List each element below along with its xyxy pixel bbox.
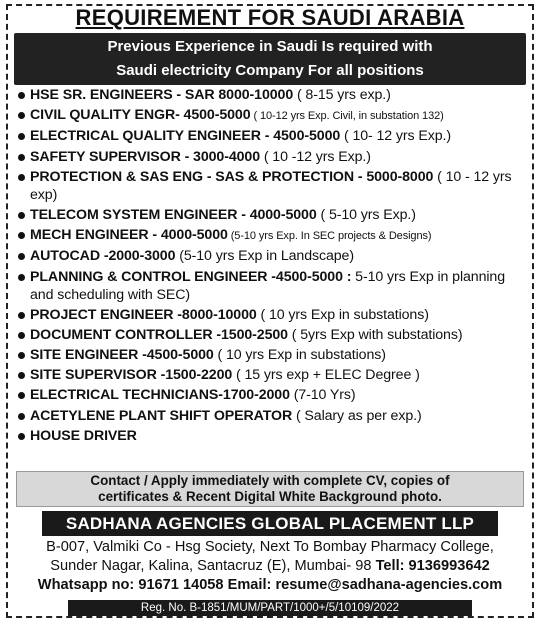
position-title: SITE SUPERVISOR -1500-2200 bbox=[30, 367, 233, 384]
ad-title: REQUIREMENT FOR SAUDI ARABIA bbox=[75, 5, 465, 30]
position-detail: ( 10- 12 yrs Exp.) bbox=[340, 128, 452, 145]
position-detail: ( 8-15 yrs exp.) bbox=[293, 87, 391, 103]
position-title: ACETYLENE PLANT SHIFT OPERATOR bbox=[30, 407, 293, 424]
apply-instructions bbox=[16, 471, 524, 507]
position-detail: ( 5-10 yrs Exp.) bbox=[316, 206, 416, 223]
position-detail: 5-10 yrs Exp in planning and scheduling with SEC) bbox=[30, 268, 505, 303]
position-item bbox=[16, 127, 524, 145]
whatsapp-email: Whatsapp no: 91671 14058 Email: resume@sadhana-agencies.com bbox=[37, 577, 503, 593]
banner-line-1: Previous Experience in Saudi Is required with bbox=[107, 38, 433, 55]
address-locality: Sunder Nagar, Kalina, Santacruz (E), Mumbai- 98 bbox=[50, 558, 376, 574]
telephone-number: Tell: 9136993642 bbox=[375, 558, 490, 574]
job-advertisement bbox=[6, 4, 534, 618]
experience-requirement-banner bbox=[14, 33, 526, 85]
position-item bbox=[16, 268, 524, 304]
position-title: TELECOM SYSTEM ENGINEER - 4000-5000 bbox=[30, 206, 317, 223]
position-title: SITE ENGINEER -4500-5000 bbox=[30, 347, 214, 364]
position-item bbox=[16, 326, 524, 344]
position-title: PROTECTION & SAS ENG - SAS & PROTECTION - 5000-8000 bbox=[30, 168, 434, 185]
agency-address bbox=[14, 538, 526, 595]
position-detail: ( 5yrs Exp with substations) bbox=[287, 326, 463, 343]
position-item bbox=[16, 247, 524, 265]
position-title: HOUSE DRIVER bbox=[30, 427, 137, 444]
position-title: DOCUMENT CONTROLLER -1500-2500 bbox=[30, 326, 288, 343]
apply-line-2: certificates & Recent Digital White Background photo. bbox=[98, 489, 442, 504]
position-item bbox=[16, 427, 524, 445]
position-title: CIVIL QUALITY ENGR- 4500-5000 bbox=[30, 107, 251, 124]
position-detail: ( 10 yrs Exp in substations) bbox=[256, 306, 429, 323]
position-detail: ( 15 yrs exp + ELEC Degree ) bbox=[232, 367, 420, 384]
position-title: AUTOCAD -2000-3000 bbox=[30, 248, 176, 265]
position-item bbox=[16, 106, 524, 125]
position-detail: (5-10 yrs Exp in Landscape) bbox=[175, 248, 354, 265]
banner-line-2: Saudi electricity Company For all positions bbox=[116, 62, 424, 79]
address-line-1: B-007, Valmiki Co - Hsg Society, Next To Bombay Pharmacy College, bbox=[46, 539, 494, 555]
position-title: SAFETY SUPERVISOR - 3000-4000 bbox=[30, 148, 260, 165]
position-title: MECH ENGINEER - 4000-5000 bbox=[30, 227, 228, 244]
position-title: HSE SR. ENGINEERS - SAR 8000-10000 bbox=[30, 87, 294, 103]
position-detail: ( 10-12 yrs Exp. Civil, in substation 132) bbox=[250, 110, 444, 123]
position-item bbox=[16, 366, 524, 384]
position-title: PROJECT ENGINEER -8000-10000 bbox=[30, 306, 257, 323]
position-item bbox=[16, 306, 524, 324]
position-item bbox=[16, 206, 524, 224]
position-detail: ( 10 yrs Exp in substations) bbox=[213, 347, 386, 364]
position-detail: ( 10 -12 yrs Exp.) bbox=[259, 148, 371, 165]
position-title: PLANNING & CONTROL ENGINEER -4500-5000 : bbox=[30, 268, 352, 285]
position-detail: ( 10 - 12 yrs exp) bbox=[30, 168, 512, 203]
position-item bbox=[16, 168, 524, 204]
position-detail: ( Salary as per exp.) bbox=[292, 407, 422, 424]
position-item bbox=[16, 386, 524, 404]
position-item bbox=[16, 86, 524, 104]
position-item bbox=[16, 407, 524, 425]
apply-line-1: Contact / Apply immediately with complete CV, copies of bbox=[90, 473, 450, 488]
position-detail: (5-10 yrs Exp. In SEC projects & Designs) bbox=[227, 230, 432, 243]
position-item bbox=[16, 226, 524, 245]
position-item bbox=[16, 148, 524, 166]
position-item bbox=[16, 346, 524, 364]
position-title: ELECTRICAL TECHNICIANS-1700-2000 bbox=[30, 387, 290, 404]
position-title: ELECTRICAL QUALITY ENGINEER - 4500-5000 bbox=[30, 128, 341, 145]
position-detail: (7-10 Yrs) bbox=[289, 387, 356, 404]
address-line-2 bbox=[14, 557, 526, 576]
positions-list bbox=[16, 86, 524, 447]
agency-name: SADHANA AGENCIES GLOBAL PLACEMENT LLP bbox=[42, 511, 498, 536]
registration-number: Reg. No. B-1851/MUM/PART/1000+/5/10109/2022 bbox=[68, 600, 472, 616]
